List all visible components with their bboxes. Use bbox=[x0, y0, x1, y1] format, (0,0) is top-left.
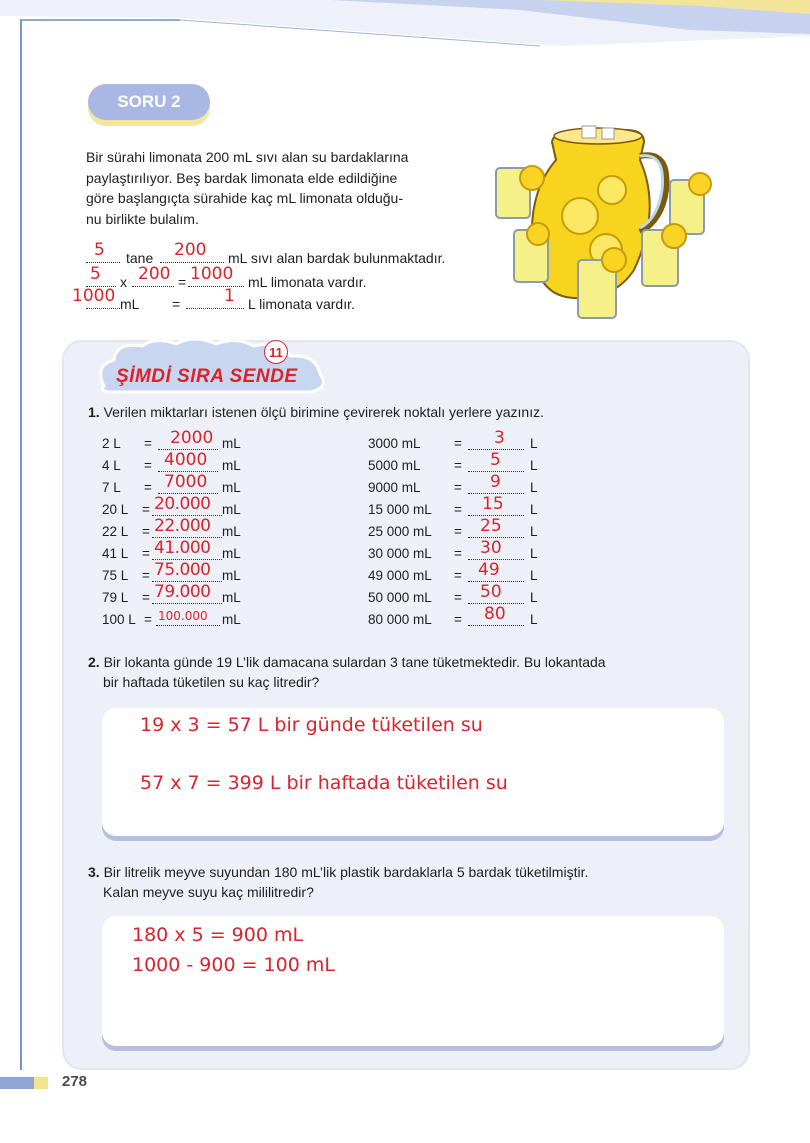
q1-text: 1. Verilen miktarları istenen ölçü birimine çevirerek noktalı yerlere yazınız. bbox=[88, 404, 544, 420]
conversion-row: 25 000 mL = 25 L bbox=[368, 516, 538, 539]
conversion-row: 3000 mL = 3 L bbox=[368, 428, 538, 451]
q3-text: 3. Bir litrelik meyve suyundan 180 mL’lik plastik bardaklarla 5 bardak tüketilmiştir. Kalan meyve suyu kaç mililitredir? bbox=[88, 864, 589, 900]
header-decoration bbox=[0, 0, 810, 60]
question-badge: SORU 2 bbox=[88, 84, 210, 120]
fill-row-2: 5 x 200 = 1000 mL limonata vardır. bbox=[86, 268, 486, 292]
section-number-badge: 11 bbox=[264, 340, 288, 364]
fill-row-1: 5 tane 200 mL sıvı alan bardak bulunmaktadır. bbox=[86, 244, 486, 268]
conversion-row: 49 000 mL = 49 L bbox=[368, 560, 538, 583]
q3-answer-line: 180 x 5 = 900 mL bbox=[132, 924, 304, 946]
conversion-row: 9000 mL = 9 L bbox=[368, 472, 538, 495]
q3-answer-line: 1000 - 900 = 100 mL bbox=[132, 954, 335, 976]
conversion-row: 41 L = 41.000 mL bbox=[102, 538, 241, 561]
q2-answer-line: 57 x 7 = 399 L bir haftada tüketilen su bbox=[140, 772, 508, 794]
conversion-row: 7 L = 7000 mL bbox=[102, 472, 241, 495]
question-text: Bir sürahi limonata 200 mL sıvı alan su bardaklarına paylaştırılıyor. Beş bardak limonata elde edildiğine göre başlangıçta sürahide kaç mL limonata olduğu- nu birlikte bulalım. bbox=[86, 149, 409, 227]
lemonade-illustration bbox=[494, 120, 720, 330]
conversion-row: 20 L = 20.000 mL bbox=[102, 494, 241, 517]
conversion-row: 50 000 mL = 50 L bbox=[368, 582, 538, 605]
section-title: ŞİMDİ SIRA SENDE bbox=[116, 366, 298, 387]
conversion-grid-right bbox=[368, 430, 548, 640]
conversion-row: 75 L = 75.000 mL bbox=[102, 560, 241, 583]
answer-bardak-count: 5 bbox=[94, 240, 105, 260]
conversion-grid-left bbox=[102, 430, 272, 640]
conversion-row: 79 L = 79.000 mL bbox=[102, 582, 241, 605]
footer-bar-blue bbox=[0, 1077, 34, 1089]
left-margin-line bbox=[20, 20, 22, 1070]
answer-bardak-ml: 200 bbox=[174, 240, 207, 260]
conversion-row: 100 L = 100.000 mL bbox=[102, 609, 241, 627]
q2-answer-line: 19 x 3 = 57 L bir günde tüketilen su bbox=[140, 714, 483, 736]
conversion-row: 22 L = 22.000 mL bbox=[102, 516, 241, 539]
conversion-row: 15 000 mL = 15 L bbox=[368, 494, 538, 517]
footer-bar-yellow bbox=[34, 1077, 48, 1089]
conversion-row: 80 000 mL = 80 L bbox=[368, 604, 538, 627]
conversion-row: 30 000 mL = 30 L bbox=[368, 538, 538, 561]
q2-text: 2. Bir lokanta günde 19 L’lik damacana sulardan 3 tane tüketmektedir. Bu lokantada bir haftada tüketilen su kaç litredir? bbox=[88, 654, 606, 690]
fill-row-3: 1000 mL = 1 L limonata vardır. bbox=[72, 286, 355, 312]
conversion-row: 5000 mL = 5 L bbox=[368, 450, 538, 473]
page-number: 278 bbox=[62, 1073, 88, 1090]
conversion-row: 4 L = 4000 mL bbox=[102, 450, 241, 473]
conversion-row: 2 L = 2000 mL bbox=[102, 428, 241, 451]
